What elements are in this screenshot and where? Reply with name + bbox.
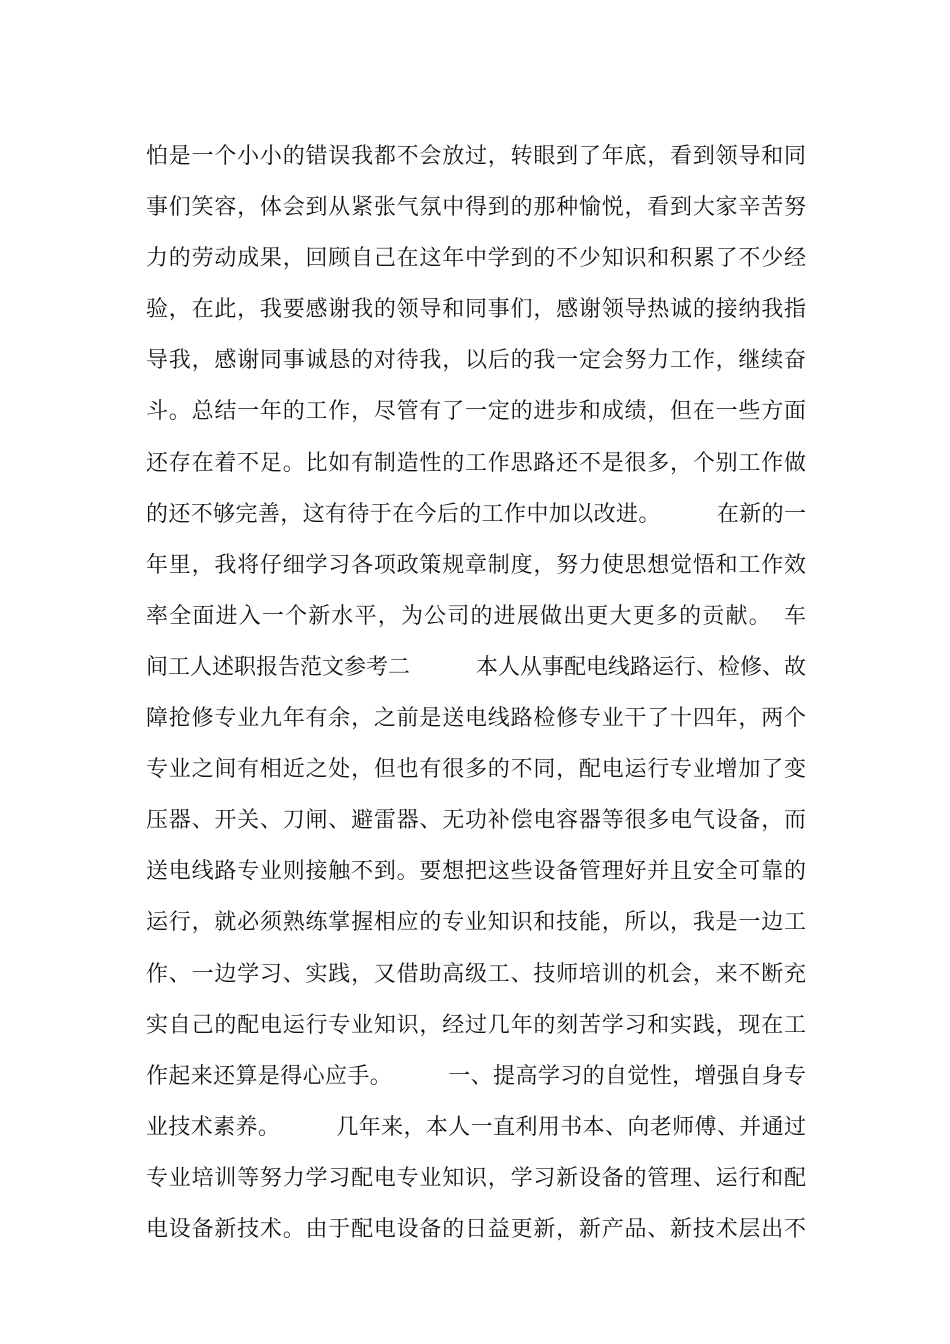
text-line: 斗。总结一年的工作，尽管有了一定的进步和成绩，但在一些方面 <box>146 399 806 425</box>
text-line: 作起来还算是得心应手。 一、提高学习的自觉性，增强自身专 <box>146 1063 806 1089</box>
text-line: 作、一边学习、实践，又借助高级工、技师培训的机会，来不断充 <box>146 961 806 987</box>
text-line: 运行，就必须熟练掌握相应的专业知识和技能，所以，我是一边工 <box>146 910 806 936</box>
text-line: 率全面进入一个新水平，为公司的进展做出更大更多的贡献。 车 <box>146 603 806 629</box>
text-line: 专业培训等努力学习配电专业知识，学习新设备的管理、运行和配 <box>146 1165 806 1191</box>
text-line: 导我，感谢同事诚恳的对待我，以后的我一定会努力工作，继续奋 <box>146 348 806 374</box>
text-line: 实自己的配电运行专业知识，经过几年的刻苦学习和实践，现在工 <box>146 1012 806 1038</box>
text-line: 怕是一个小小的错误我都不会放过，转眼到了年底，看到领导和同 <box>146 144 806 169</box>
text-line: 送电线路专业则接触不到。要想把这些设备管理好并且安全可靠的 <box>146 859 806 885</box>
text-line: 力的劳动成果，回顾自己在这年中学到的不少知识和积累了不少经 <box>146 246 806 272</box>
text-line: 验，在此，我要感谢我的领导和同事们，感谢领导热诚的接纳我指 <box>146 297 806 323</box>
body-text <box>146 131 806 1255</box>
text-line: 间工人述职报告范文参考二 本人从事配电线路运行、检修、故 <box>146 654 806 680</box>
text-line: 事们笑容，体会到从紧张气氛中得到的那种愉悦，看到大家辛苦努 <box>146 195 806 221</box>
text-line: 压器、开关、刀闸、避雷器、无功补偿电容器等很多电气设备，而 <box>146 808 806 834</box>
text-line: 年里，我将仔细学习各项政策规章制度，努力使思想觉悟和工作效 <box>146 552 806 578</box>
text-line: 电设备新技术。由于配电设备的日益更新，新产品、新技术层出不 <box>146 1216 806 1242</box>
text-line: 业技术素养。 几年来，本人一直利用书本、向老师傅、并通过 <box>146 1114 806 1140</box>
text-line: 的还不够完善，这有待于在今后的工作中加以改进。 在新的一 <box>146 501 806 527</box>
text-line: 专业之间有相近之处，但也有很多的不同，配电运行专业增加了变 <box>146 757 806 783</box>
text-line: 还存在着不足。比如有制造性的工作思路还不是很多，个别工作做 <box>146 450 806 476</box>
text-line: 障抢修专业九年有余，之前是送电线路检修专业干了十四年，两个 <box>146 706 806 732</box>
